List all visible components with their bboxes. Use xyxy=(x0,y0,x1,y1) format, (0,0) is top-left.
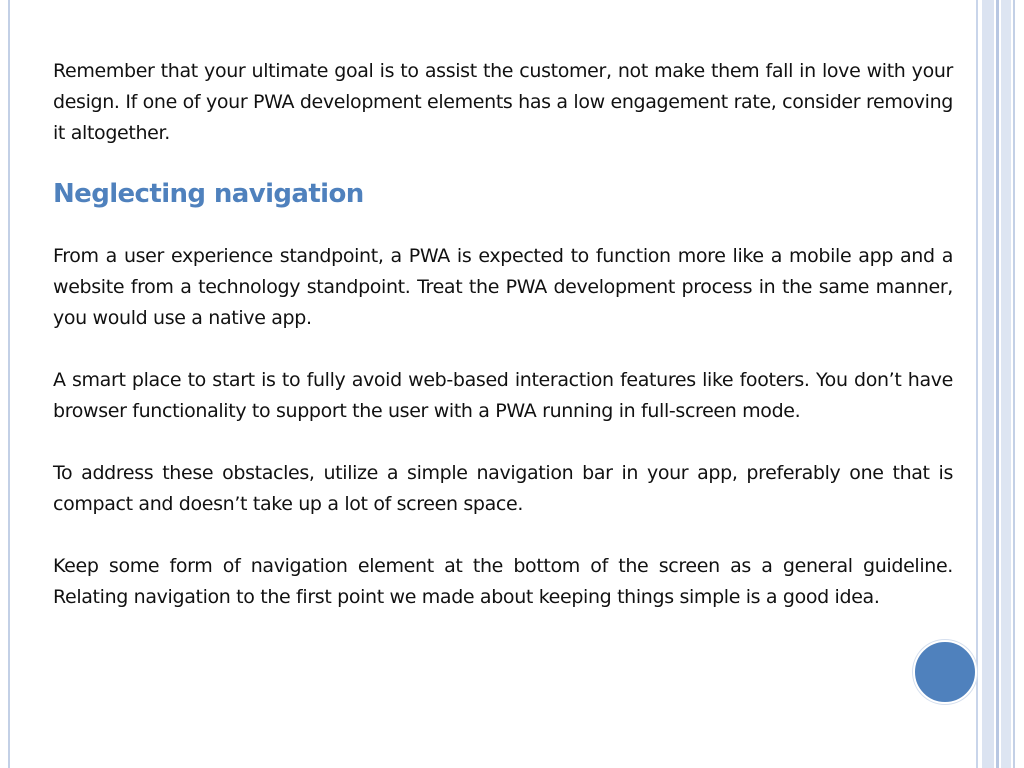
right-frame-band xyxy=(1001,0,1011,768)
paragraph-user-experience: From a user experience standpoint, a PWA is expected to function more like a mobile app and a website from a technology standpoint. Treat the PWA development process in the same manner, you would use a native app. xyxy=(53,245,953,329)
right-frame-line xyxy=(1013,0,1015,768)
paragraph-address-obstacles: To address these obstacles, utilize a simple navigation bar in your app, preferably one that is compact and doesn’t take up a lot of screen space. xyxy=(53,462,953,515)
right-frame-line xyxy=(976,0,978,768)
paragraph-navigation-guideline: Keep some form of navigation element at the bottom of the screen as a general guideline. Relating navigation to the first point we made about keeping things simple is a good idea. xyxy=(53,555,953,608)
decorative-circle xyxy=(913,640,977,704)
right-frame-line xyxy=(996,0,999,768)
section-heading: Neglecting navigation xyxy=(53,179,364,209)
paragraph-goal: Remember that your ultimate goal is to assist the customer, not make them fall in love with your design. If one of your PWA development elements has a low engagement rate, consider removing it altogether. xyxy=(53,60,953,144)
left-border-line xyxy=(8,0,10,768)
slide-body xyxy=(53,56,953,613)
right-frame-band xyxy=(982,0,994,768)
paragraph-smart-place: A smart place to start is to fully avoid web-based interaction features like footers. You don’t have browser functionality to support the user with a PWA running in full-screen mode. xyxy=(53,369,953,422)
